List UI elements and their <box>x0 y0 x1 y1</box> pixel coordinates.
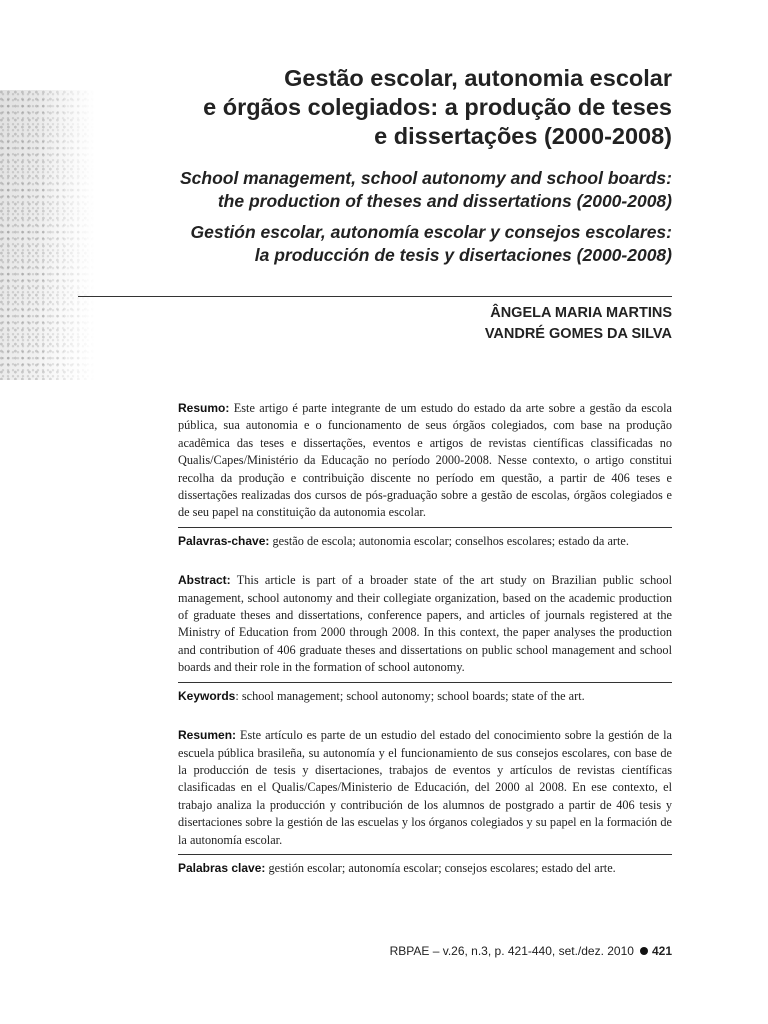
author-list <box>300 303 672 345</box>
abstracts-section <box>178 400 672 877</box>
abstract-text: This article is part of a broader state of the art study on Brazilian public school management, school autonomy and their collegiate organization, based on the academic production of graduate theses and dissertations, conference papers, and articles of journals registered at the Ministry of Education from 2000 through 2008. In this context, the paper analyses the production and contribution of 406 graduate theses and dissertations on public school management and school boards and their role in the formation of school autonomy. <box>178 573 672 675</box>
title-pt-line: Gestão escolar, autonomia escolar <box>284 65 672 91</box>
palabras-clave-label: Palabras clave: <box>178 860 266 875</box>
palabras-clave-text: gestión escolar; autonomía escolar; consejos escolares; estado del arte. <box>268 860 616 875</box>
palavras-chave-paragraph <box>178 527 672 550</box>
title-spanish <box>80 221 672 267</box>
abstract-paragraph <box>178 572 672 676</box>
resumen-text: Este artículo es parte de un estudio del estado del conocimiento sobre la gestión de la escuela pública brasileña, su autonomía y el funcionamiento de sus consejos escolares, con base de la producción de tesis y disertaciones, trabajos de eventos y artículos de revistas científicas clasificadas en el Qualis/Capes/Ministerio de Educación, del 2000 al 2008. En ese contexto, el trabajo analiza la producción y contribución de los alumnos de postgrado a partir de 406 tesis y disertaciones sobre la gestión de las escuelas y los órganos colegiados y su papel en la formación de la autonomía escolar. <box>178 728 672 847</box>
resumen-label: Resumen: <box>178 728 237 743</box>
abstract-label: Abstract: <box>178 573 231 588</box>
palavras-chave-label: Palavras-chave: <box>178 533 270 548</box>
bullet-icon <box>640 947 648 955</box>
resumen-paragraph <box>178 727 672 849</box>
palavras-chave-text: gestão de escola; autonomia escolar; conselhos escolares; estado da arte. <box>272 533 629 548</box>
title-es-line: la producción de tesis y disertaciones (2000-2008) <box>254 245 672 265</box>
palabras-clave-paragraph <box>178 854 672 877</box>
resumo-label: Resumo: <box>178 401 230 415</box>
author-name: VANDRÉ GOMES DA SILVA <box>484 326 672 342</box>
resumo-text: Este artigo é parte integrante de um estudo do estado da arte sobre a gestão da escola pública, sua autonomia e o funcionamento de seus órgãos colegiados, com base na produção acadêmica das teses e dissertações, eventos e artigos de revistas científicas classificadas no Qualis/Capes/Ministério da Educação no período 2000-2008. Nesse contexto, o artigo constitui recolha da produção e contribuição discente no período em questão, a partir de 406 teses e dissertações realizadas dos cursos de pós-graduação sobre a gestão de escolas, órgãos colegiados e de seu papel na constituição da autonomia escolar. <box>178 401 672 520</box>
title-block <box>80 64 672 267</box>
resumo-paragraph <box>178 400 672 522</box>
title-en-line: the production of theses and dissertations (2000-2008) <box>217 191 672 211</box>
journal-citation: RBPAE – v.26, n.3, p. 421-440, set./dez. 2010 <box>389 944 634 958</box>
keywords-text: : school management; school autonomy; school boards; state of the art. <box>235 688 585 703</box>
keywords-label: Keywords <box>178 688 236 703</box>
title-pt-line: e órgãos colegiados: a produção de teses <box>203 94 672 120</box>
title-pt-line: e dissertações (2000-2008) <box>374 123 672 149</box>
title-divider <box>78 296 672 297</box>
page-footer <box>390 944 672 958</box>
title-portuguese <box>80 64 672 151</box>
author-name: ÂNGELA MARIA MARTINS <box>490 305 672 321</box>
keywords-paragraph <box>178 682 672 705</box>
title-en-line: School management, school autonomy and school boards: <box>179 168 672 188</box>
title-es-line: Gestión escolar, autonomía escolar y consejos escolares: <box>190 222 672 242</box>
title-english <box>80 167 672 213</box>
page-number: 421 <box>651 944 672 958</box>
